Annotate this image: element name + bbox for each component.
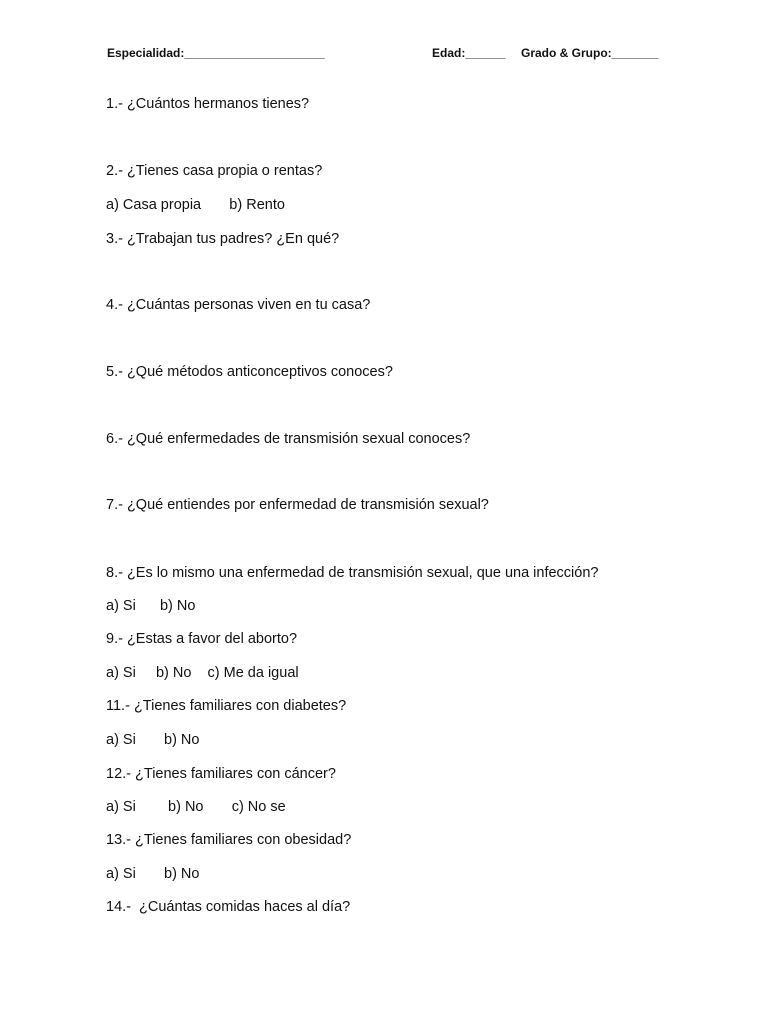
question-6: 6.- ¿Qué enfermedades de transmisión sexual conoces?	[106, 431, 471, 447]
grado-grupo-field: Grado & Grupo:_______	[521, 46, 659, 60]
edad-field: Edad:______	[432, 46, 506, 60]
question-1: 1.- ¿Cuántos hermanos tienes?	[106, 96, 310, 112]
question-12: 12.- ¿Tienes familiares con cáncer?	[106, 766, 336, 782]
question-5: 5.- ¿Qué métodos anticonceptivos conoces?	[106, 364, 393, 380]
question-12-options: a) Si b) No c) No se	[106, 799, 286, 815]
question-14: 14.- ¿Cuántas comidas haces al día?	[106, 899, 351, 915]
question-9: 9.- ¿Estas a favor del aborto?	[106, 631, 298, 647]
especialidad-field: Especialidad:_____________________	[107, 46, 325, 60]
question-13: 13.- ¿Tienes familiares con obesidad?	[106, 832, 352, 848]
question-9-options: a) Si b) No c) Me da igual	[106, 665, 299, 681]
question-2: 2.- ¿Tienes casa propia o rentas?	[106, 163, 323, 179]
question-4: 4.- ¿Cuántas personas viven en tu casa?	[106, 297, 371, 313]
question-7: 7.- ¿Qué entiendes por enfermedad de transmisión sexual?	[106, 497, 489, 513]
question-8-options: a) Si b) No	[106, 598, 196, 614]
header-fields	[107, 46, 668, 66]
question-8: 8.- ¿Es lo mismo una enfermedad de transmisión sexual, que una infección?	[106, 565, 599, 581]
question-11-options: a) Si b) No	[106, 732, 200, 748]
question-3: 3.- ¿Trabajan tus padres? ¿En qué?	[106, 231, 340, 247]
question-11: 11.- ¿Tienes familiares con diabetes?	[106, 698, 347, 714]
question-2-options: a) Casa propia b) Rento	[106, 197, 285, 213]
question-13-options: a) Si b) No	[106, 866, 200, 882]
